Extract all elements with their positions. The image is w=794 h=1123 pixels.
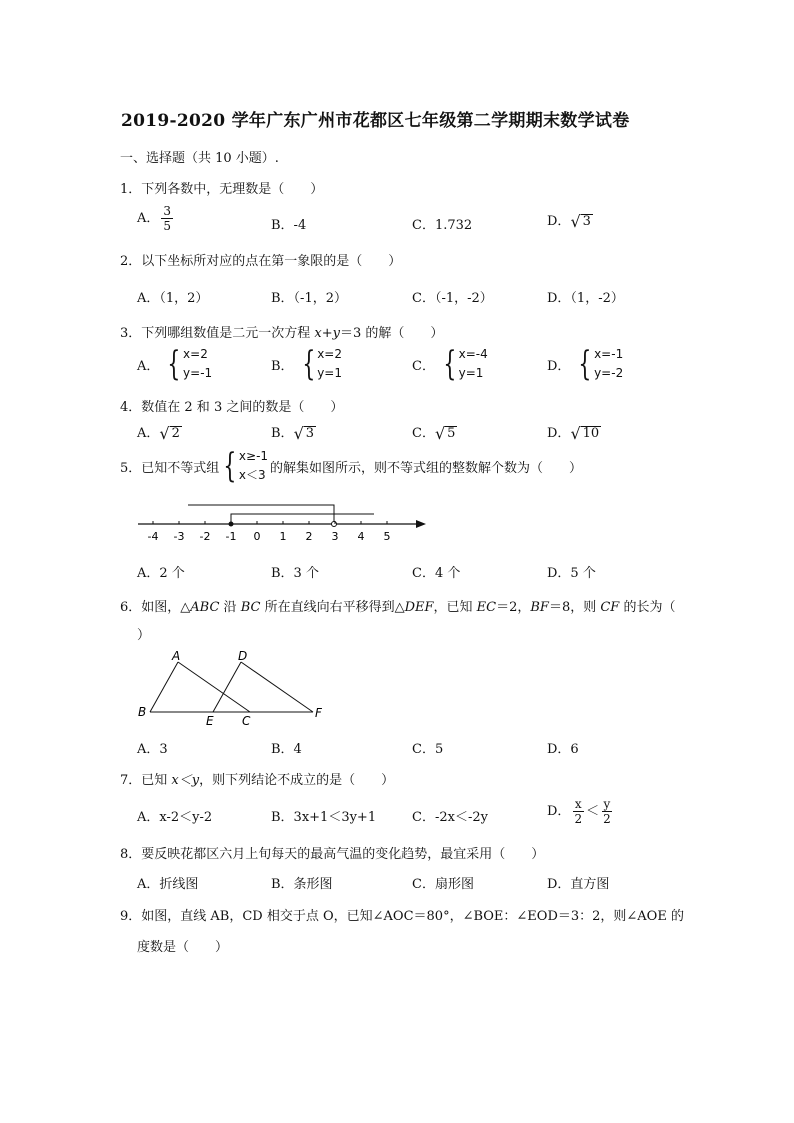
q8-option-a[interactable]: A．折线图 [137, 877, 199, 892]
label-b: B [138, 705, 147, 719]
q4-option-a[interactable]: A． √ 2 [137, 423, 180, 443]
q6-stem: 6．如图，△ABC 沿 BC 所在直线向右平移得到△DEF，已知 EC＝2，BF＝8，则 CF 的长为（ [120, 600, 676, 615]
label-a: A [172, 650, 181, 663]
label-e: E [206, 714, 214, 728]
tick-label: -2 [199, 530, 211, 543]
tick-label: 4 [357, 530, 365, 543]
q4-option-d[interactable]: D． √ 10 [547, 423, 600, 443]
section-heading: 一、选择题（共 10 小题）. [120, 151, 279, 166]
q3-option-d[interactable]: D． { x=-1 y=-2 [547, 344, 624, 384]
segment-de [213, 662, 241, 712]
q6-stem-line2: ） [137, 628, 151, 643]
q1-option-a[interactable]: A． $\frac{3}{5}$ [137, 204, 172, 233]
tick-label: 2 [305, 530, 313, 543]
tick-label: 1 [279, 530, 287, 543]
segment-ab [150, 662, 178, 712]
q5-stem: 5．已知不等式组 { x≥-1 x＜3 的解集如图所示，则不等式组的整数解个数为（ ） [120, 446, 583, 486]
q2-stem: 2．以下坐标所对应的点在第一象限的是（ ） [120, 254, 402, 269]
q1-option-b[interactable]: B．-4 [271, 218, 307, 233]
q3-stem: 3．下列哪组数值是二元一次方程 x+y＝3 的解（ ） [120, 326, 444, 341]
open-dot-3 [332, 522, 337, 527]
q7-option-b[interactable]: B．3x+1＜3y+1 [271, 810, 377, 825]
tick-label: 5 [383, 530, 391, 543]
q1-option-c[interactable]: C．1.732 [412, 218, 473, 233]
number-line-arrow [416, 520, 426, 528]
q2-option-d[interactable]: D．（1，-2） [547, 291, 624, 306]
q3-option-c[interactable]: C． { x=-4 y=1 [412, 344, 488, 384]
q8-stem: 8．要反映花都区六月上旬每天的最高气温的变化趋势，最宜采用（ ） [120, 847, 545, 862]
q5-option-c[interactable]: C．4 个 [412, 566, 461, 581]
q4-stem: 4．数值在 2 和 3 之间的数是（ ） [120, 400, 344, 415]
page-title: 2019-2020 学年广东广州市花都区七年级第二学期期末数学试卷 [121, 111, 630, 131]
label-d: D [238, 650, 248, 663]
q9-stem: 9．如图，直线 AB，CD 相交于点 O，已知∠AOC＝80°，∠BOE：∠EOD＝3：2，则∠AOE 的 [120, 909, 684, 924]
q7-option-d[interactable]: D． $\frac{x}{2}$ ＜ $\frac{y}{2}$ [547, 797, 611, 826]
q5-option-d[interactable]: D．5 个 [547, 566, 596, 581]
q8-option-c[interactable]: C．扇形图 [412, 877, 474, 892]
q2-option-b[interactable]: B．（-1，2） [271, 291, 347, 306]
q3-option-a[interactable]: A． { x=2 y=-1 [137, 344, 213, 384]
q7-option-c[interactable]: C．-2x＜-2y [412, 810, 488, 825]
q2-option-c[interactable]: C．（-1，-2） [412, 291, 493, 306]
q6-option-c[interactable]: C．5 [412, 742, 444, 757]
q8-option-b[interactable]: B．条形图 [271, 877, 333, 892]
q4-option-b[interactable]: B． √ 3 [271, 423, 315, 443]
tick-label: 3 [331, 530, 339, 543]
tick-label: -3 [173, 530, 185, 543]
q4-option-c[interactable]: C． √ 5 [412, 423, 456, 443]
q3-option-b[interactable]: B． { x=2 y=1 [271, 344, 342, 384]
q1-stem: 1．下列各数中，无理数是（ ） [120, 182, 324, 197]
segment-df [241, 662, 313, 712]
q7-stem: 7．已知 x＜y，则下列结论不成立的是（ ） [120, 773, 395, 788]
q1-option-d[interactable]: D． √ 3 [547, 211, 591, 231]
q5-option-a[interactable]: A．2 个 [137, 566, 185, 581]
label-f: F [315, 706, 322, 720]
fraction: $\frac{3}{5}$ [163, 204, 172, 233]
tick-label: -4 [147, 530, 159, 543]
q7-option-a[interactable]: A．x-2＜y-2 [137, 810, 213, 825]
tick-label: 0 [253, 530, 261, 543]
triangle-translation-figure [135, 650, 335, 730]
bracket-x-ge-minus1 [231, 514, 374, 524]
tick-label: -1 [225, 530, 237, 543]
q6-option-b[interactable]: B．4 [271, 742, 302, 757]
segment-ac [178, 662, 250, 712]
q8-option-d[interactable]: D．直方图 [547, 877, 610, 892]
q9-stem-line2: 度数是（ ） [137, 940, 229, 955]
label-c: C [242, 714, 251, 728]
q2-option-a[interactable]: A．（1，2） [137, 291, 209, 306]
number-line-figure [130, 495, 440, 550]
q6-option-d[interactable]: D．6 [547, 742, 579, 757]
sqrt: √ 3 [570, 211, 591, 231]
q6-option-a[interactable]: A．3 [137, 742, 168, 757]
q5-option-b[interactable]: B．3 个 [271, 566, 319, 581]
